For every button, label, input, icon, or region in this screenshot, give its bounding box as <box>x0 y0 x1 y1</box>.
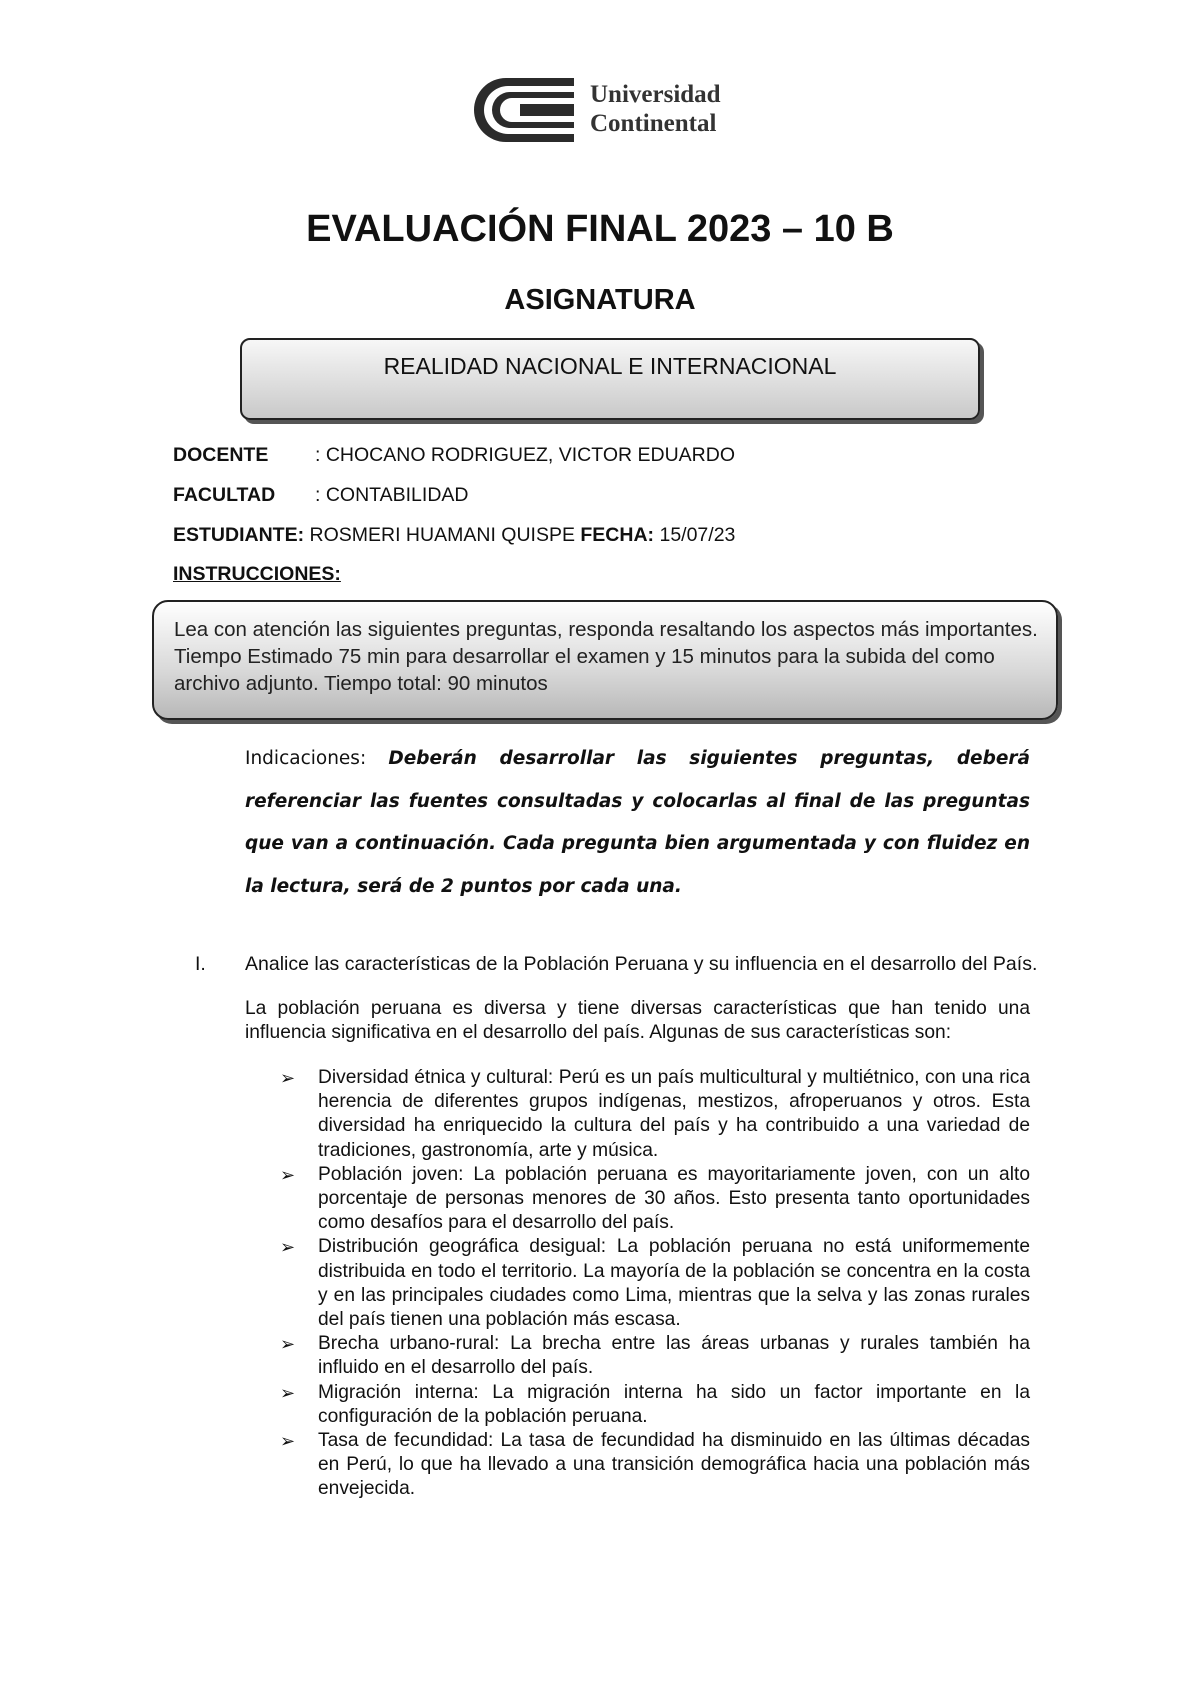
fecha-label: FECHA: <box>580 524 655 546</box>
instructions-text: Lea con atención las siguientes preguntas, responda resaltando los aspectos más importantes. Tiempo Estimado 75 min para desarrollar el examen y 15 minutos para la subida del como archivo adjunto. Tiempo total: 90 minutos <box>174 618 1038 695</box>
instructions-heading: INSTRUCCIONES: <box>173 563 341 585</box>
arrow-bullet-icon: ➢ <box>280 1164 296 1185</box>
list-item <box>245 1429 1030 1502</box>
list-item <box>245 1235 1030 1332</box>
course-name: REALIDAD NACIONAL E INTERNACIONAL <box>383 353 837 379</box>
list-item <box>245 1332 1030 1380</box>
estudiante-label: ESTUDIANTE: <box>173 524 305 546</box>
indicaciones-body: Deberán desarrollar las siguientes preguntas, deberá referenciar las fuentes consultadas y colocarlas al final de las preguntas que van a continuación. Cada pregunta bien argumentada y con fluidez en la lectura, será de 2 puntos por cada una. <box>245 748 1031 897</box>
estudiante-row <box>173 524 735 547</box>
fecha-value: 15/07/23 <box>654 524 736 546</box>
page-title: EVALUACIÓN FINAL 2023 – 10 B <box>306 208 894 250</box>
docente-value: : CHOCANO RODRIGUEZ, VICTOR EDUARDO <box>315 444 736 466</box>
list-item-text: Población joven: La población peruana es mayoritariamente joven, con un alto porcentaje de personas menores de 30 años. Esto presenta tanto oportunidades como desafíos para el desarrollo del país. <box>318 1163 1030 1234</box>
subject-heading: ASIGNATURA <box>504 284 696 316</box>
course-name-box <box>240 338 980 420</box>
arrow-bullet-icon: ➢ <box>280 1237 296 1258</box>
facultad-row <box>173 484 469 507</box>
list-item <box>245 1066 1030 1163</box>
indicaciones-paragraph <box>245 738 1030 908</box>
arrow-bullet-icon: ➢ <box>280 1382 296 1403</box>
university-logo <box>470 74 750 146</box>
list-item <box>245 1163 1030 1236</box>
docente-row <box>173 444 735 467</box>
list-item <box>245 1381 1030 1429</box>
list-item-text: Tasa de fecundidad: La tasa de fecundidad ha disminuido en las últimas décadas en Perú, lo que ha llevado a una transición demográfica hacia una población más envejecida. <box>318 1430 1030 1500</box>
logo-wordmark <box>590 80 721 138</box>
arrow-bullet-icon: ➢ <box>280 1068 296 1088</box>
arrow-bullet-icon: ➢ <box>280 1431 296 1452</box>
continental-c-logo-icon <box>470 74 580 146</box>
list-item-text: Distribución geográfica desigual: La población peruana no está uniformemente distribuida en todo el territorio. La mayoría de la población se concentra en la costa y en las principales ciudades como Lima, mientras que la selva y las zonas rurales del país tienen una población más escasa. <box>318 1236 1030 1331</box>
instructions-box <box>152 600 1058 720</box>
estudiante-value: ROSMERI HUAMANI QUISPE <box>304 524 581 546</box>
logo-line-2: Continental <box>590 110 717 137</box>
arrow-bullet-icon: ➢ <box>280 1334 296 1355</box>
list-item-text: Diversidad étnica y cultural: Perú es un país multicultural y multiétnico, con una rica herencia de diferentes grupos indígenas, mestizos, afroperuanos y otros. Esta diversidad ha enriquecido la cultura del país y ha contribuido a una variedad de tradiciones, gastronomía, arte y música. <box>318 1067 1030 1161</box>
answer-intro: La población peruana es diversa y tiene diversas características que han tenido una influencia significativa en el desarrollo del país. Algunas de sus características son: <box>245 998 1030 1043</box>
list-item-text: Migración interna: La migración interna ha sido un factor importante en la configuración de la población peruana. <box>318 1381 1030 1427</box>
characteristics-list <box>245 1066 1030 1502</box>
question-number: I. <box>195 953 206 975</box>
facultad-label: FACULTAD <box>173 484 276 506</box>
question-text: Analice las características de la Población Peruana y su influencia en el desarrollo del País. <box>245 953 1038 975</box>
logo-line-1: Universidad <box>590 81 721 108</box>
list-item-text: Brecha urbano-rural: La brecha entre las áreas urbanas y rurales también ha influido en el desarrollo del país. <box>318 1333 1030 1379</box>
docente-label: DOCENTE <box>173 444 269 466</box>
indicaciones-lead: Indicaciones: <box>245 748 389 769</box>
facultad-value: : CONTABILIDAD <box>315 484 469 506</box>
